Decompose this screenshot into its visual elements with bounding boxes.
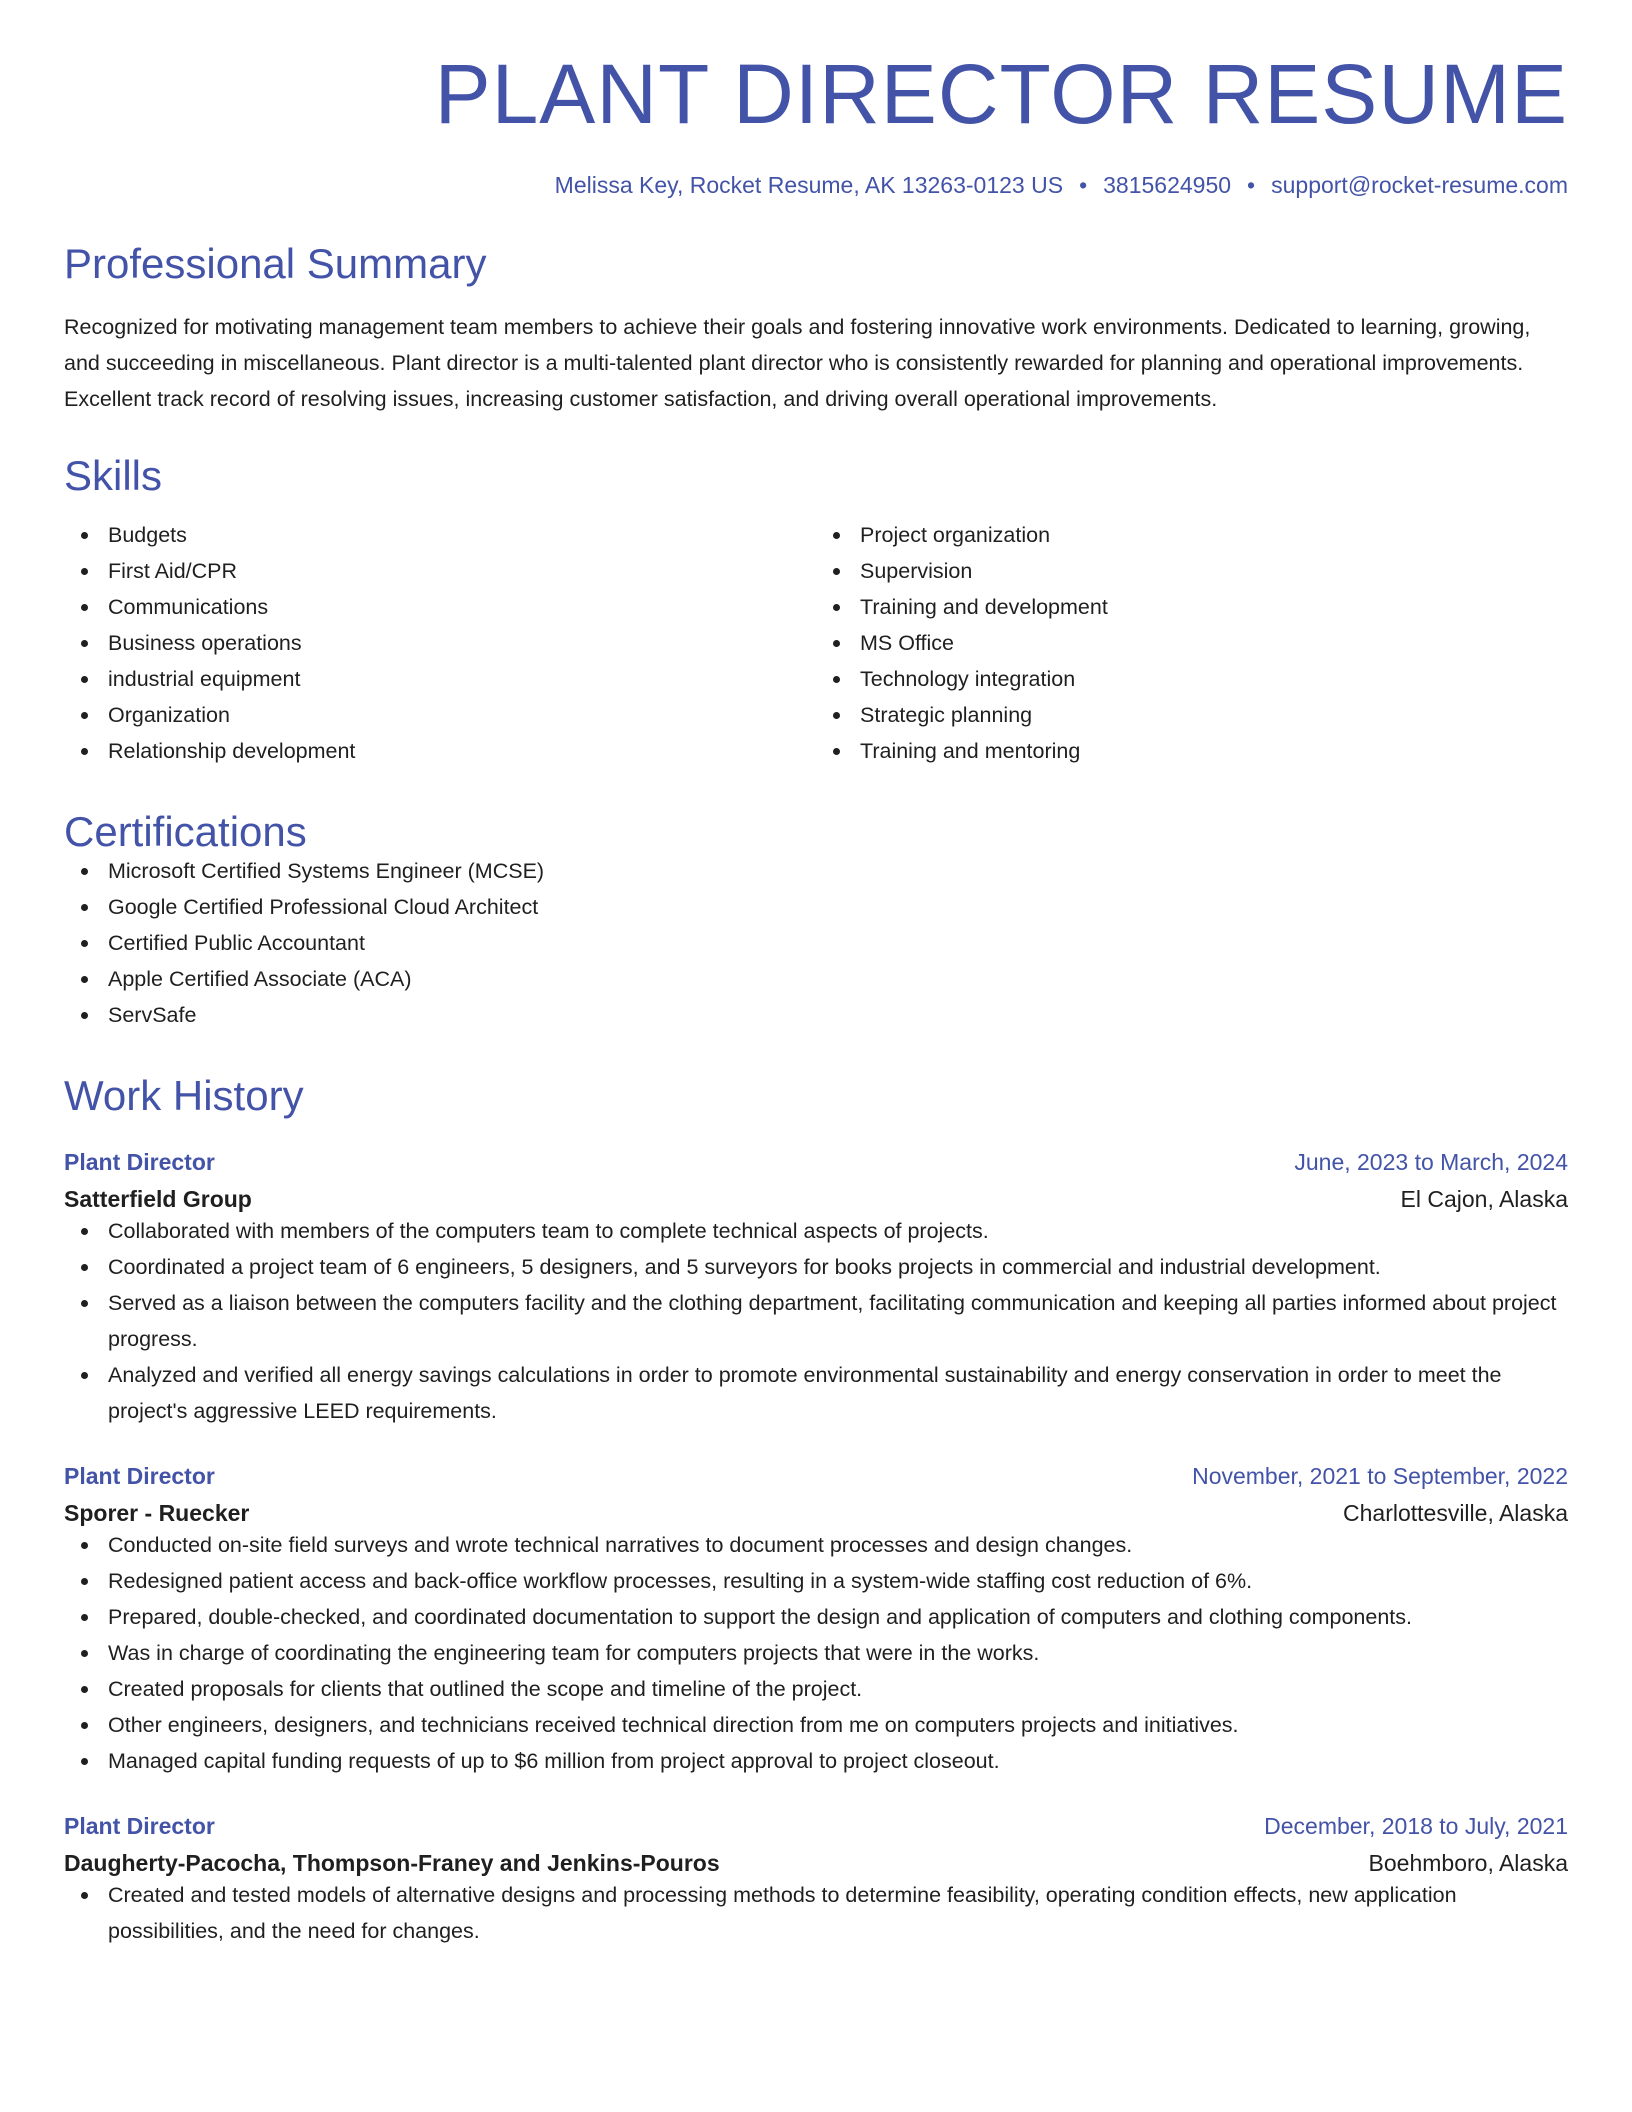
skill-item: industrial equipment <box>108 661 816 697</box>
skill-item: Project organization <box>860 517 1568 553</box>
job-duty: Other engineers, designers, and technicians received technical direction from me on computers projects and initiatives. <box>108 1707 1568 1743</box>
job-location: Boehmboro, Alaska <box>1368 1850 1568 1876</box>
skill-item: Strategic planning <box>860 697 1568 733</box>
skills-list-left <box>64 517 816 769</box>
job-duty: Created proposals for clients that outlined the scope and timeline of the project. <box>108 1671 1568 1707</box>
skill-item: Organization <box>108 697 816 733</box>
skill-item: Technology integration <box>860 661 1568 697</box>
work-history-heading: Work History <box>64 1072 304 1119</box>
job-location: Charlottesville, Alaska <box>1343 1500 1568 1526</box>
job-company: Daugherty-Pacocha, Thompson-Franey and Jenkins-Pouros <box>64 1850 720 1876</box>
summary-text: Recognized for motivating management team members to achieve their goals and fostering innovative work environments. Dedicated to learning, growing, and succeeding in miscellaneous. Plant director is a multi-talented plant director who is consistently rewarded for planning and operational improvements. Excellent track record of resolving issues, increasing customer satisfaction, and driving overall operational improvements. <box>64 315 1531 411</box>
job-duty: Coordinated a project team of 6 engineers, 5 designers, and 5 surveyors for books projects in commercial and industrial development. <box>108 1249 1568 1285</box>
skill-item: Budgets <box>108 517 816 553</box>
job-company: Satterfield Group <box>64 1186 252 1212</box>
certifications-heading: Certifications <box>64 808 307 855</box>
job-duty: Redesigned patient access and back-office workflow processes, resulting in a system-wide staffing cost reduction of 6%. <box>108 1563 1568 1599</box>
job-duties-list <box>64 1527 1568 1779</box>
job-header <box>64 1463 1568 1490</box>
job-duty: Managed capital funding requests of up to $6 million from project approval to project closeout. <box>108 1743 1568 1779</box>
job-title: Plant Director <box>64 1149 215 1175</box>
contact-separator: • <box>1247 172 1256 198</box>
job-location: El Cajon, Alaska <box>1400 1186 1568 1212</box>
job-title: Plant Director <box>64 1813 215 1839</box>
certification-item: ServSafe <box>108 997 1568 1033</box>
resume-title: PLANT DIRECTOR RESUME <box>434 47 1568 141</box>
job-duties-list <box>64 1877 1568 1949</box>
job-entry <box>64 1813 1568 1949</box>
job-header <box>64 1149 1568 1176</box>
contact-separator: • <box>1079 172 1088 198</box>
job-company: Sporer - Ruecker <box>64 1500 250 1526</box>
skills-heading: Skills <box>64 452 163 499</box>
certification-item: Certified Public Accountant <box>108 925 1568 961</box>
contact-phone: 3815624950 <box>1103 172 1232 198</box>
job-title: Plant Director <box>64 1463 215 1489</box>
skills-columns <box>64 517 1568 769</box>
job-dates: June, 2023 to March, 2024 <box>1294 1149 1568 1175</box>
skills-list-right <box>816 517 1568 769</box>
job-header <box>64 1813 1568 1840</box>
job-duty: Was in charge of coordinating the engineering team for computers projects that were in the works. <box>108 1635 1568 1671</box>
skill-item: Supervision <box>860 553 1568 589</box>
job-entry <box>64 1463 1568 1779</box>
job-duty: Analyzed and verified all energy savings calculations in order to promote environmental sustainability and energy conservation in order to meet the project's aggressive LEED requirements. <box>108 1357 1568 1429</box>
job-dates: November, 2021 to September, 2022 <box>1192 1463 1568 1489</box>
skill-item: Business operations <box>108 625 816 661</box>
skill-item: Training and mentoring <box>860 733 1568 769</box>
job-duty: Served as a liaison between the computers facility and the clothing department, facilitating communication and keeping all parties informed about project progress. <box>108 1285 1568 1357</box>
skill-item: Relationship development <box>108 733 816 769</box>
certification-item: Microsoft Certified Systems Engineer (MCSE) <box>108 853 1568 889</box>
job-duty: Conducted on-site field surveys and wrote technical narratives to document processes and design changes. <box>108 1527 1568 1563</box>
job-entry <box>64 1149 1568 1429</box>
skill-item: Training and development <box>860 589 1568 625</box>
skill-item: First Aid/CPR <box>108 553 816 589</box>
skill-item: MS Office <box>860 625 1568 661</box>
job-employer-row <box>64 1850 1568 1877</box>
job-duty: Collaborated with members of the computers team to complete technical aspects of projects. <box>108 1213 1568 1249</box>
certification-item: Apple Certified Associate (ACA) <box>108 961 1568 997</box>
job-dates: December, 2018 to July, 2021 <box>1264 1813 1568 1839</box>
contact-line <box>64 174 1568 197</box>
contact-address: Melissa Key, Rocket Resume, AK 13263-0123 US <box>554 172 1064 198</box>
job-employer-row <box>64 1186 1568 1213</box>
job-duty: Created and tested models of alternative designs and processing methods to determine feasibility, operating condition effects, new application possibilities, and the need for changes. <box>108 1877 1568 1949</box>
job-duty: Prepared, double-checked, and coordinated documentation to support the design and application of computers and clothing components. <box>108 1599 1568 1635</box>
skill-item: Communications <box>108 589 816 625</box>
certifications-list <box>64 853 1568 1033</box>
certification-item: Google Certified Professional Cloud Architect <box>108 889 1568 925</box>
job-duties-list <box>64 1213 1568 1429</box>
job-employer-row <box>64 1500 1568 1527</box>
summary-heading: Professional Summary <box>64 240 487 287</box>
contact-email: support@rocket-resume.com <box>1271 172 1568 198</box>
